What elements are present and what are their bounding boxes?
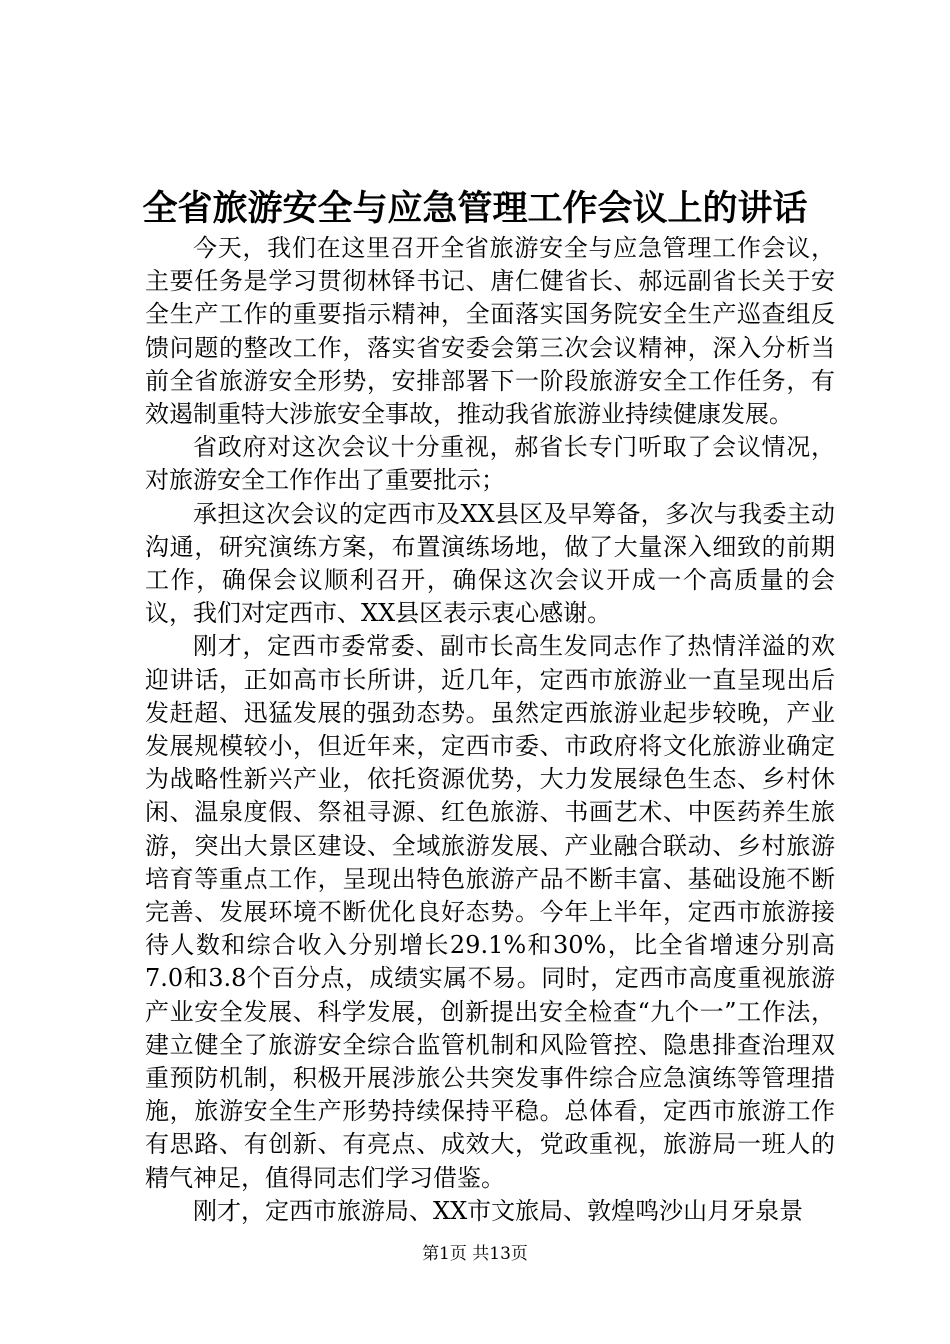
paragraph: 省政府对这次会议十分重视，郝省长专门听取了会议情况，对旅游安全工作作出了重要批示； [145, 433, 835, 495]
paragraph: 刚才，定西市委常委、副市长高生发同志作了热情洋溢的欢迎讲话，正如高市长所讲，近几年，定西市旅游业一直呈现出后发赶超、迅猛发展的强劲态势。虽然定西旅游业起步较晚，产业发展规模较小，但近年来，定西市委、市政府将文化旅游业确定为战略性新兴产业，依托资源优势，大力发展绿色生态、乡村休闲、温泉度假、祭祖寻源、红色旅游、书画艺术、中医药养生旅游，突出大景区建设、全域旅游发展、产业融合联动、乡村旅游培育等重点工作，呈现出特色旅游产品不断丰富、基础设施不断完善、发展环境不断优化良好态势。今年上半年，定西市旅游接待人数和综合收入分别增长29.1%和30%，比全省增速分别高7.0和3.8个百分点，成绩实属不易。同时，定西市高度重视旅游产业安全发展、科学发展，创新提出安全检查“九个一”工作法，建立健全了旅游安全综合监管机制和风险管控、隐患排查治理双重预防机制，积极开展涉旅公共突发事件综合应急演练等管理措施，旅游安全生产形势持续保持平稳。总体看，定西市旅游工作有思路、有创新、有亮点、成效大，党政重视，旅游局一班人的精气神足，值得同志们学习借鉴。 [145, 632, 835, 1192]
paragraph: 承担这次会议的定西市及XX县区及早筹备，多次与我委主动沟通，研究演练方案，布置演练场地，做了大量深入细致的前期工作，确保会议顺利召开，确保这次会议开成一个高质量的会议，我们对定西市、XX县区表示衷心感谢。 [145, 499, 835, 628]
paragraph: 刚才，定西市旅游局、XX市文旅局、敦煌鸣沙山月牙泉景 [193, 1196, 804, 1225]
page-footer: 第1页 共13页 [422, 1244, 528, 1264]
document-body [145, 232, 835, 1228]
paragraph: 今天，我们在这里召开全省旅游安全与应急管理工作会议，主要任务是学习贯彻林铎书记、唐仁健省长、郝远副省长关于安全生产工作的重要指示精神，全面落实国务院安全生产巡查组反馈问题的整改工作，落实省安委会第三次会议精神，深入分析当前全省旅游安全形势，安排部署下一阶段旅游安全工作任务，有效遏制重特大涉旅安全事故，推动我省旅游业持续健康发展。 [145, 234, 835, 429]
document-title: 全省旅游安全与应急管理工作会议上的讲话 [142, 188, 808, 229]
